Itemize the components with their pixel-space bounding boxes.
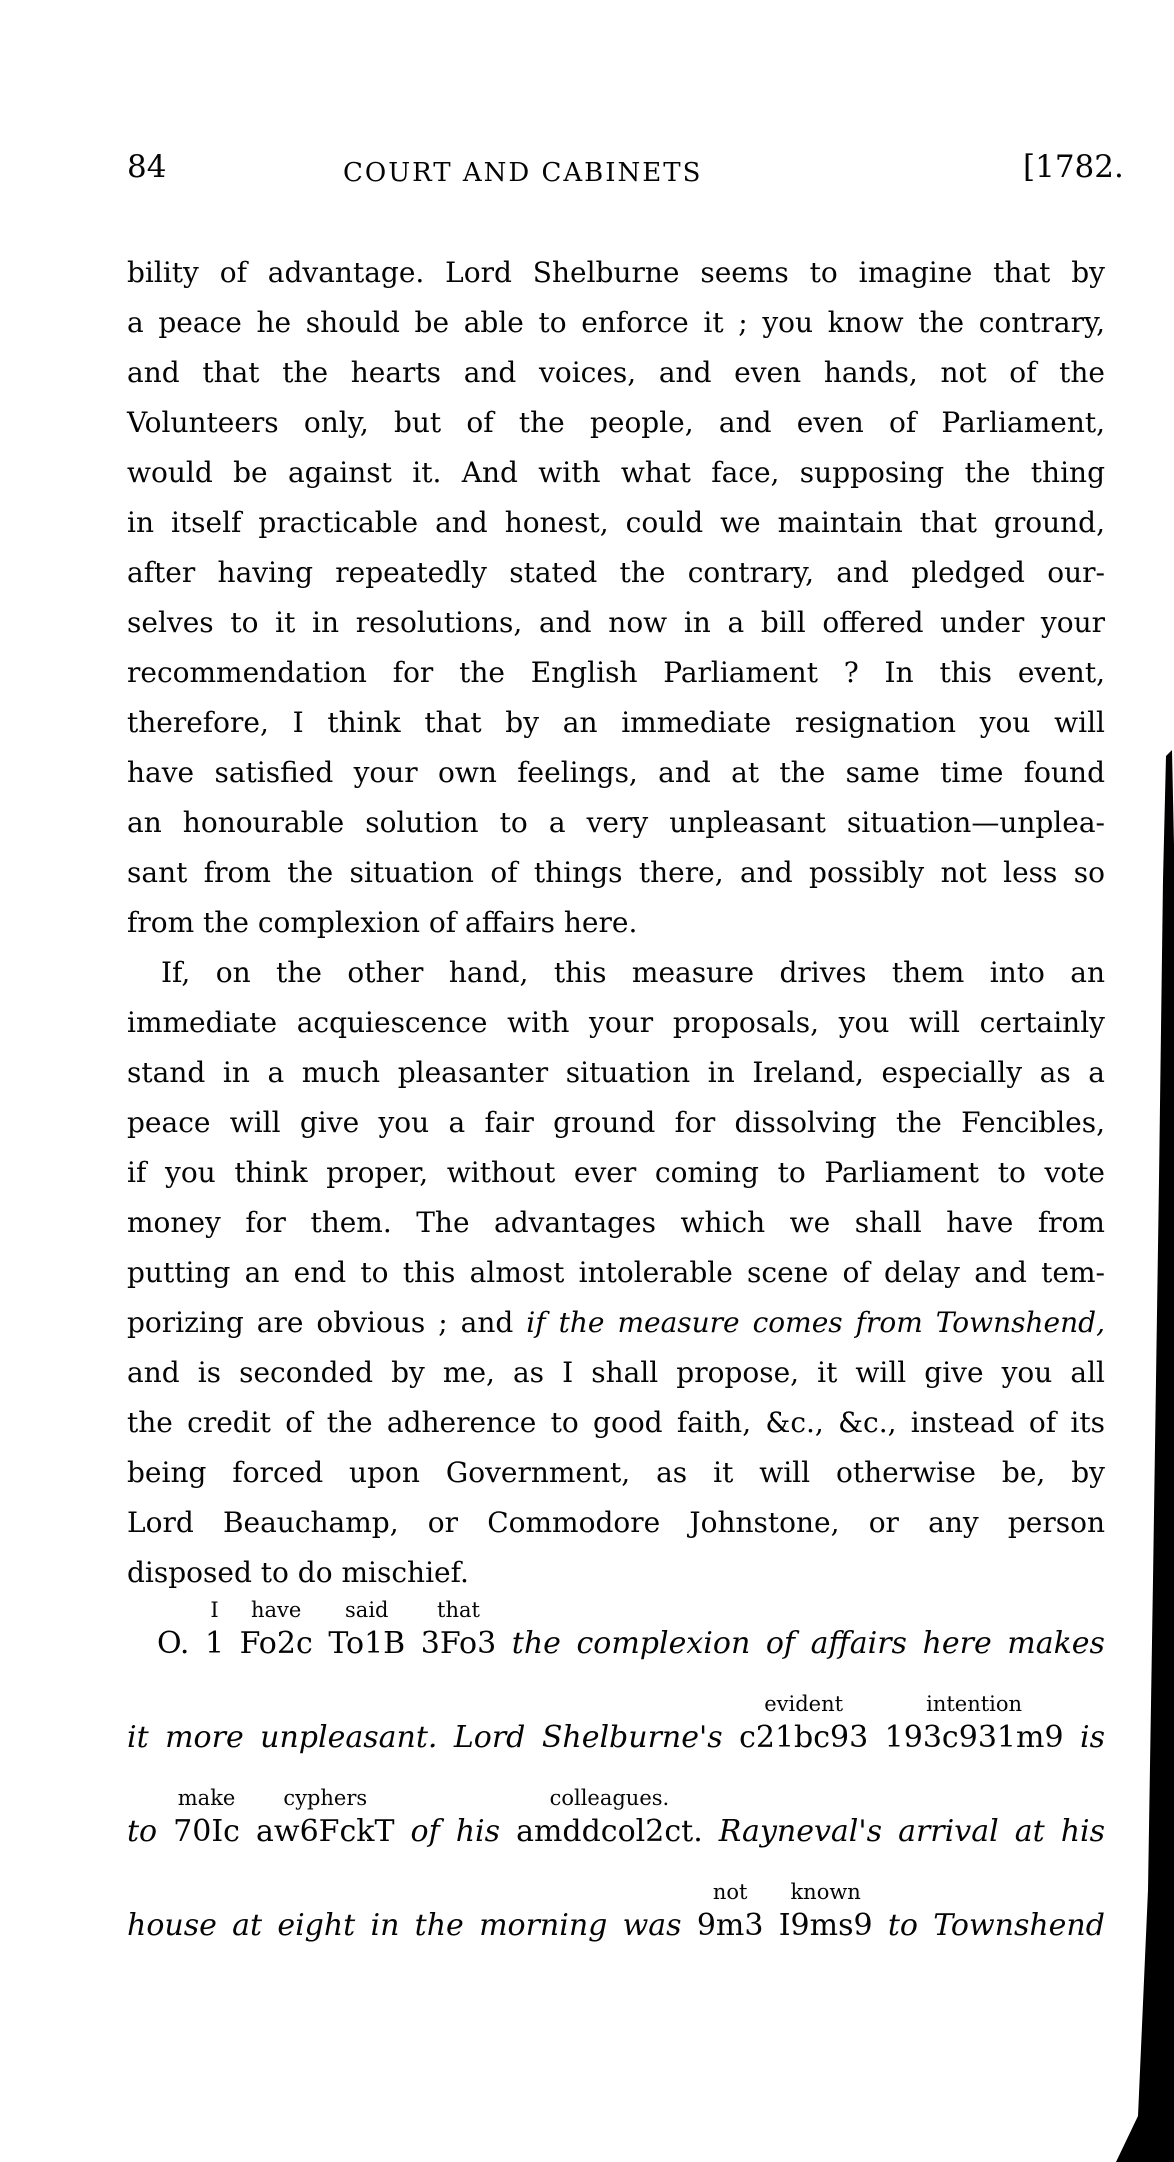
cipher-token [454, 1692, 526, 1760]
cipher-token [719, 1786, 882, 1854]
cipher-text: 9m3 [696, 1908, 764, 1943]
cipher-text: in [370, 1908, 400, 1943]
text-line: immediate acquiescence with your proposals, you will certainly [127, 1006, 1105, 1039]
cipher-token [898, 1786, 999, 1854]
cipher-text: here [922, 1626, 992, 1661]
gloss-text: evident [764, 1692, 844, 1716]
cipher-token [260, 1692, 437, 1760]
text-line: being forced upon Government, as it will otherwise be, by [127, 1456, 1105, 1489]
cipher-text: more [165, 1720, 244, 1755]
cipher-text: is [1079, 1720, 1105, 1755]
cipher-line [127, 1786, 1105, 1854]
text-line: money for them. The advantages which we shall have from [127, 1206, 1105, 1239]
cipher-text: Rayneval's [718, 1814, 883, 1849]
cipher-token [371, 1880, 400, 1948]
cipher-token [623, 1880, 682, 1948]
text-line: If, on the other hand, this measure drives them into an [161, 956, 1105, 989]
text-line: Lord Beauchamp, or Commodore Johnstone, or any person [127, 1506, 1105, 1539]
text-line: the credit of the adherence to good faith, &c., &c., instead of its [127, 1406, 1105, 1439]
cipher-text: his [455, 1814, 501, 1849]
cipher-text: arrival [898, 1814, 999, 1849]
running-title: COURT AND CABINETS [343, 158, 703, 188]
cipher-token-glossed [885, 1692, 1064, 1760]
gloss-text: said [345, 1598, 389, 1622]
cipher-text: affairs [810, 1626, 907, 1661]
page-body [127, 248, 1105, 1974]
text-segment: porizing are obvious ; and [127, 1306, 527, 1339]
cipher-text: the [414, 1908, 464, 1943]
cipher-text: to [887, 1908, 918, 1943]
text-line: a peace he should be able to enforce it ; you know the contrary, [127, 306, 1105, 339]
cipher-token [923, 1598, 992, 1666]
cipher-text: morning [479, 1908, 608, 1943]
cipher-token [232, 1880, 262, 1948]
text-line: would be against it. And with what face, supposing the thing [127, 456, 1105, 489]
cipher-text: Shelburne's [541, 1720, 723, 1755]
cipher-token [1080, 1692, 1105, 1760]
text-line: selves to it in resolutions, and now in a bill offered under your [127, 606, 1105, 639]
cipher-token [766, 1598, 795, 1666]
italic-segment: if the measure comes from Townshend, [526, 1306, 1105, 1339]
text-line: disposed to do mischief. [127, 1556, 469, 1589]
cipher-text: Lord [453, 1720, 526, 1755]
cipher-text: To1B [328, 1626, 406, 1661]
cipher-token [811, 1598, 907, 1666]
cipher-text: at [1014, 1814, 1045, 1849]
gloss-text: that [437, 1598, 480, 1622]
cipher-line [127, 1598, 1105, 1666]
gloss-text: colleagues. [549, 1786, 670, 1810]
text-line: in itself practicable and honest, could we maintain that ground, [127, 506, 1105, 539]
cipher-token-glossed [256, 1786, 394, 1854]
cipher-token [127, 1880, 217, 1948]
text-line: recommendation for the English Parliament ? In this event, [127, 656, 1105, 689]
gloss-text: make [177, 1786, 236, 1810]
cipher-token [512, 1598, 561, 1666]
cipher-line [127, 1880, 1105, 1948]
cipher-token-glossed [173, 1786, 240, 1854]
text-line: peace will give you a fair ground for dissolving the Fencibles, [127, 1106, 1105, 1139]
cipher-token [157, 1598, 189, 1666]
cipher-passage [127, 1598, 1105, 1948]
cipher-text: complexion [576, 1626, 751, 1661]
cipher-text: it [127, 1720, 149, 1755]
text-line: and is seconded by me, as I shall propose, it will give you all [127, 1356, 1105, 1389]
gloss-text: not [712, 1880, 748, 1904]
cipher-text: 193c931m9 [884, 1720, 1064, 1755]
cipher-text: house [127, 1908, 217, 1943]
cipher-text: amddcol2ct. [516, 1814, 703, 1849]
text-line: have satisfied your own feelings, and at the same time found [127, 756, 1105, 789]
paragraph-1 [127, 248, 1105, 948]
text-line: from the complexion of affairs here. [127, 906, 638, 939]
cipher-token-glossed [739, 1692, 868, 1760]
cipher-text: 70Ic [173, 1814, 240, 1849]
text-line: sant from the situation of things there, and possibly not less so [127, 856, 1105, 889]
text-line: Volunteers only, but of the people, and even of Parliament, [127, 406, 1105, 439]
cipher-token [1007, 1598, 1105, 1666]
text-line: putting an end to this almost intolerable scene of delay and tem- [127, 1256, 1105, 1289]
cipher-text: unpleasant. [260, 1720, 438, 1755]
text-line [127, 1298, 1105, 1348]
text-line: if you think proper, without ever coming to Parliament to vote [127, 1156, 1105, 1189]
cipher-text: aw6FckT [256, 1814, 395, 1849]
cipher-text: I9ms9 [778, 1908, 873, 1943]
cipher-token [456, 1786, 500, 1854]
cipher-token [888, 1880, 918, 1948]
text-line: after having repeatedly stated the contrary, and pledged our- [127, 556, 1105, 589]
cipher-text: of [410, 1814, 440, 1849]
year-marker: [1782. [1023, 149, 1124, 185]
cipher-token [277, 1880, 355, 1948]
cipher-token [933, 1880, 1105, 1948]
gloss-text: have [251, 1598, 302, 1622]
gloss-text: intention [926, 1692, 1023, 1716]
gloss-text: known [790, 1880, 861, 1904]
cipher-text: c21bc93 [739, 1720, 869, 1755]
cipher-token-glossed [421, 1598, 496, 1666]
cipher-token [1061, 1786, 1105, 1854]
cipher-text: at [232, 1908, 263, 1943]
cipher-token [577, 1598, 751, 1666]
cipher-text: O. [157, 1626, 190, 1661]
cipher-token [542, 1692, 723, 1760]
cipher-token [479, 1880, 607, 1948]
cipher-token [127, 1786, 157, 1854]
cipher-token-glossed [779, 1880, 873, 1948]
cipher-token [127, 1692, 149, 1760]
cipher-text: the [511, 1626, 561, 1661]
cipher-text: eight [277, 1908, 356, 1943]
cipher-line [127, 1692, 1105, 1760]
text-line: bility of advantage. Lord Shelburne seems to imagine that by [127, 256, 1105, 289]
cipher-text: was [622, 1908, 682, 1943]
cipher-token-glossed [516, 1786, 703, 1854]
text-line: an honourable solution to a very unpleasant situation—unplea- [127, 806, 1105, 839]
cipher-token [1015, 1786, 1045, 1854]
letter-paragraphs [127, 248, 1105, 1598]
cipher-token-glossed [240, 1598, 313, 1666]
cipher-text: makes [1007, 1626, 1105, 1661]
cipher-text: to [127, 1814, 158, 1849]
gloss-text: cyphers [283, 1786, 368, 1810]
cipher-text: his [1060, 1814, 1105, 1849]
cipher-token-glossed [328, 1598, 405, 1666]
cipher-token [415, 1880, 464, 1948]
paragraph-2 [127, 948, 1105, 1598]
cipher-token [411, 1786, 440, 1854]
cipher-token [165, 1692, 244, 1760]
text-line: therefore, I think that by an immediate resignation you will [127, 706, 1105, 739]
cipher-text: Fo2c [239, 1626, 313, 1661]
gloss-text: I [210, 1598, 219, 1622]
cipher-token-glossed [697, 1880, 764, 1948]
cipher-text: Townshend [933, 1908, 1105, 1943]
text-line: stand in a much pleasanter situation in Ireland, especially as a [127, 1056, 1105, 1089]
text-line: and that the hearts and voices, and even hands, not of the [127, 356, 1105, 389]
cipher-text: of [765, 1626, 796, 1661]
cipher-token-glossed [205, 1598, 224, 1666]
cipher-text: 1 [204, 1626, 225, 1661]
page-number: 84 [127, 149, 167, 185]
cipher-text: 3Fo3 [420, 1626, 497, 1661]
